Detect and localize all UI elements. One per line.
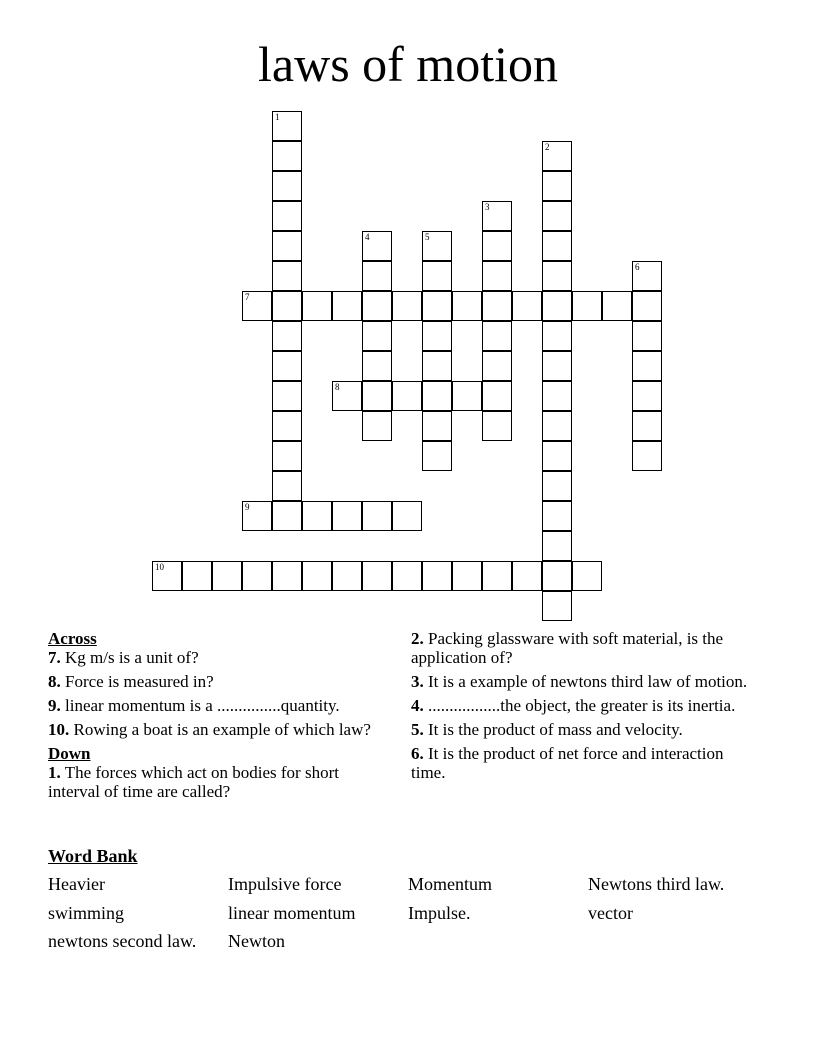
grid-cell[interactable]	[542, 501, 572, 531]
across-clue-list	[48, 648, 388, 739]
grid-cell[interactable]	[482, 201, 512, 231]
across-heading: Across	[48, 629, 97, 648]
word-bank-item: swimming	[48, 903, 125, 923]
grid-cell[interactable]	[542, 381, 572, 411]
grid-cell[interactable]	[632, 381, 662, 411]
grid-cell[interactable]	[542, 141, 572, 171]
grid-cell[interactable]	[332, 381, 362, 411]
clue-number: 1	[275, 112, 280, 122]
grid-cell[interactable]	[482, 291, 512, 321]
grid-cell[interactable]	[482, 351, 512, 381]
grid-cell[interactable]	[272, 231, 302, 261]
grid-cell[interactable]	[482, 321, 512, 351]
grid-cell[interactable]	[542, 561, 572, 591]
clue-item-number: 8.	[48, 672, 61, 691]
grid-cell[interactable]	[392, 381, 422, 411]
grid-cell[interactable]	[272, 441, 302, 471]
grid-cell[interactable]	[512, 291, 542, 321]
clue-number: 5	[425, 232, 430, 242]
grid-cell[interactable]	[422, 411, 452, 441]
grid-cell[interactable]	[482, 231, 512, 261]
clue-item	[411, 696, 751, 715]
clue-item-text: The forces which act on bodies for short interval of time are called?	[48, 763, 339, 801]
clue-item-number: 7.	[48, 648, 61, 667]
grid-cell[interactable]	[632, 351, 662, 381]
clue-item-number: 10.	[48, 720, 70, 739]
grid-cell[interactable]	[542, 411, 572, 441]
clue-number: 10	[155, 562, 164, 572]
grid-cell[interactable]	[422, 291, 452, 321]
grid-cell[interactable]	[182, 561, 212, 591]
grid-cell[interactable]	[542, 291, 572, 321]
grid-cell[interactable]	[272, 501, 302, 531]
clue-item	[411, 629, 751, 667]
grid-cell[interactable]	[272, 291, 302, 321]
grid-cell[interactable]	[362, 411, 392, 441]
grid-cell[interactable]	[422, 321, 452, 351]
grid-cell[interactable]	[482, 561, 512, 591]
clue-item-number: 2.	[411, 629, 424, 648]
clue-item-number: 3.	[411, 672, 424, 691]
grid-cell[interactable]	[542, 591, 572, 621]
clue-number: 7	[245, 292, 250, 302]
grid-cell[interactable]	[422, 381, 452, 411]
grid-cell[interactable]	[362, 321, 392, 351]
grid-cell[interactable]	[362, 261, 392, 291]
clue-number: 4	[365, 232, 370, 242]
grid-cell[interactable]	[542, 531, 572, 561]
grid-cell[interactable]	[542, 471, 572, 501]
clue-item-number: 4.	[411, 696, 424, 715]
clue-number: 2	[545, 142, 550, 152]
grid-cell[interactable]	[512, 561, 542, 591]
grid-cell[interactable]	[362, 381, 392, 411]
clue-item	[48, 763, 388, 801]
clue-item	[48, 696, 388, 715]
grid-cell[interactable]	[332, 561, 362, 591]
word-bank-item: newtons second law.	[48, 931, 197, 951]
word-bank-item: Momentum	[408, 874, 492, 894]
clue-item	[48, 648, 388, 667]
grid-cell[interactable]	[542, 261, 572, 291]
grid-cell[interactable]	[272, 201, 302, 231]
grid-cell[interactable]	[452, 381, 482, 411]
grid-cell[interactable]	[542, 231, 572, 261]
grid-cell[interactable]	[632, 441, 662, 471]
grid-cell[interactable]	[422, 231, 452, 261]
grid-cell[interactable]	[482, 411, 512, 441]
grid-cell[interactable]	[272, 471, 302, 501]
grid-cell[interactable]	[632, 291, 662, 321]
grid-cell[interactable]	[362, 501, 392, 531]
clue-item-number: 6.	[411, 744, 424, 763]
grid-cell[interactable]	[272, 381, 302, 411]
grid-cell[interactable]	[482, 261, 512, 291]
word-bank-item: Heavier	[48, 874, 105, 894]
clue-item-number: 1.	[48, 763, 61, 782]
down-clue-list-right	[411, 629, 751, 782]
grid-cell[interactable]	[542, 351, 572, 381]
grid-cell[interactable]	[572, 291, 602, 321]
grid-cell[interactable]	[242, 561, 272, 591]
clue-item-text: Rowing a boat is an example of which law?	[69, 720, 371, 739]
grid-cell[interactable]	[422, 561, 452, 591]
grid-cell[interactable]	[242, 291, 272, 321]
grid-cell[interactable]	[362, 291, 392, 321]
grid-cell[interactable]	[572, 561, 602, 591]
clue-number: 3	[485, 202, 490, 212]
clue-number: 9	[245, 502, 250, 512]
clues-right-column	[411, 629, 751, 787]
grid-cell[interactable]	[422, 351, 452, 381]
grid-cell[interactable]	[392, 561, 422, 591]
clue-item	[411, 720, 751, 739]
grid-cell[interactable]	[422, 261, 452, 291]
down-heading: Down	[48, 744, 91, 763]
grid-cell[interactable]	[272, 141, 302, 171]
down-clue-list-left	[48, 763, 388, 801]
clue-item-text: It is the product of net force and interaction time.	[411, 744, 724, 782]
grid-cell[interactable]	[212, 561, 242, 591]
grid-cell[interactable]	[482, 381, 512, 411]
grid-cell[interactable]	[332, 291, 362, 321]
grid-cell[interactable]	[302, 291, 332, 321]
grid-cell[interactable]	[272, 321, 302, 351]
clue-number: 8	[335, 382, 340, 392]
grid-cell[interactable]	[542, 441, 572, 471]
clue-item	[48, 720, 388, 739]
clue-item	[411, 744, 751, 782]
grid-cell[interactable]	[272, 351, 302, 381]
grid-cell[interactable]	[362, 351, 392, 381]
word-bank-item: Impulsive force	[228, 874, 342, 894]
clue-item	[411, 672, 751, 691]
word-bank-title: Word Bank	[48, 846, 138, 866]
clue-item-text: Kg m/s is a unit of?	[60, 648, 199, 667]
grid-cell[interactable]	[302, 561, 332, 591]
grid-cell[interactable]	[392, 291, 422, 321]
grid-cell[interactable]	[332, 501, 362, 531]
grid-cell[interactable]	[362, 231, 392, 261]
grid-cell[interactable]	[452, 291, 482, 321]
clue-item-text: Force is measured in?	[60, 672, 214, 691]
grid-cell[interactable]	[632, 411, 662, 441]
clue-item-text: Packing glassware with soft material, is the application of?	[411, 629, 724, 667]
word-bank-item: Newton	[228, 931, 285, 951]
grid-cell[interactable]	[272, 171, 302, 201]
clue-item-text: It is the product of mass and velocity.	[423, 720, 683, 739]
grid-cell[interactable]	[302, 501, 332, 531]
clue-item-number: 9.	[48, 696, 61, 715]
clue-item-text: .................the object, the greater is its inertia.	[423, 696, 736, 715]
clues-left-column	[48, 629, 388, 806]
word-bank-item: Newtons third law.	[588, 874, 725, 894]
grid-cell[interactable]	[272, 561, 302, 591]
grid-cell[interactable]	[632, 261, 662, 291]
grid-cell[interactable]	[392, 501, 422, 531]
grid-cell[interactable]	[422, 441, 452, 471]
grid-cell[interactable]	[542, 321, 572, 351]
grid-cell[interactable]	[452, 561, 482, 591]
word-bank-item: Impulse.	[408, 903, 471, 923]
clue-item-text: linear momentum is a ...............quantity.	[60, 696, 340, 715]
grid-cell[interactable]	[632, 321, 662, 351]
word-bank-item: linear momentum	[228, 903, 356, 923]
word-bank-item: vector	[588, 903, 633, 923]
clue-item-number: 5.	[411, 720, 424, 739]
grid-cell[interactable]	[542, 201, 572, 231]
clue-number: 6	[635, 262, 640, 272]
grid-cell[interactable]	[272, 411, 302, 441]
page-title: laws of motion	[258, 36, 558, 92]
clue-item-text: It is a example of newtons third law of motion.	[423, 672, 748, 691]
grid-cell[interactable]	[272, 111, 302, 141]
grid-cell[interactable]	[542, 171, 572, 201]
grid-cell[interactable]	[602, 291, 632, 321]
clue-item	[48, 672, 388, 691]
grid-cell[interactable]	[242, 501, 272, 531]
grid-cell[interactable]	[272, 261, 302, 291]
grid-cell[interactable]	[152, 561, 182, 591]
grid-cell[interactable]	[362, 561, 392, 591]
